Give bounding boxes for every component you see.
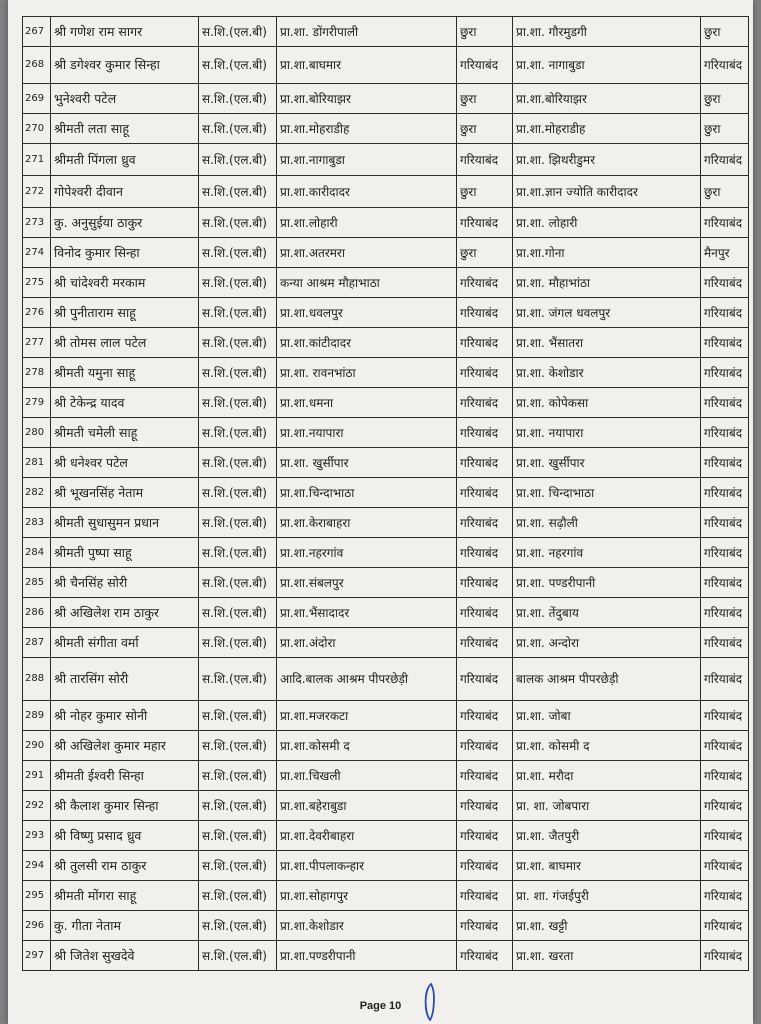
table-row	[23, 598, 749, 628]
teacher-name-cell: श्री गणेश राम सागर	[51, 17, 199, 47]
current-school-cell: प्रा.शा.अंदोरा	[277, 628, 457, 658]
table-row	[23, 658, 749, 701]
new-school-cell: प्रा.शा. खरता	[513, 941, 701, 971]
current-school-cell: प्रा.शा.पण्डरीपानी	[277, 941, 457, 971]
current-block-cell: छुरा	[457, 17, 513, 47]
serial-number-cell: 279	[23, 388, 51, 418]
post-cell: स.शि.(एल.बी)	[199, 358, 277, 388]
current-block-cell: गरियाबंद	[457, 568, 513, 598]
current-block-cell: गरियाबंद	[457, 628, 513, 658]
new-school-cell: प्रा.शा. खुर्सीपार	[513, 448, 701, 478]
teacher-name-cell: श्रीमती मोंगरा साहू	[51, 881, 199, 911]
new-school-cell: प्रा.शा. बाघमार	[513, 851, 701, 881]
post-cell: स.शि.(एल.बी)	[199, 328, 277, 358]
current-block-cell: गरियाबंद	[457, 701, 513, 731]
new-school-cell: प्रा.शा. लोहारी	[513, 208, 701, 238]
new-block-cell: गरियाबंद	[701, 911, 749, 941]
current-school-cell: प्रा.शा.पीपलाकन्हार	[277, 851, 457, 881]
current-school-cell: प्रा.शा.केराबाहरा	[277, 508, 457, 538]
serial-number-cell: 289	[23, 701, 51, 731]
teacher-name-cell: श्रीमती पिंगला ध्रुव	[51, 144, 199, 176]
new-school-cell: प्रा.शा. कोसमी द	[513, 731, 701, 761]
table-row	[23, 238, 749, 268]
new-block-cell: गरियाबंद	[701, 328, 749, 358]
serial-number-cell: 267	[23, 17, 51, 47]
new-school-cell: प्रा.शा. खट्टी	[513, 911, 701, 941]
current-block-cell: गरियाबंद	[457, 418, 513, 448]
current-block-cell: गरियाबंद	[457, 911, 513, 941]
table-row	[23, 941, 749, 971]
page-number: Page 10	[359, 1000, 402, 1012]
new-school-cell: प्रा.शा.गोना	[513, 238, 701, 268]
table-body	[23, 17, 749, 971]
new-block-cell: गरियाबंद	[701, 144, 749, 176]
new-school-cell: प्रा.शा. पण्डरीपानी	[513, 568, 701, 598]
current-block-cell: गरियाबंद	[457, 658, 513, 701]
post-cell: स.शि.(एल.बी)	[199, 851, 277, 881]
post-cell: स.शि.(एल.बी)	[199, 478, 277, 508]
teacher-name-cell: श्री जितेश सुखदेवे	[51, 941, 199, 971]
new-block-cell: गरियाबंद	[701, 791, 749, 821]
serial-number-cell: 273	[23, 208, 51, 238]
current-school-cell: प्रा.शा.लोहारी	[277, 208, 457, 238]
current-block-cell: छुरा	[457, 84, 513, 114]
post-cell: स.शि.(एल.बी)	[199, 268, 277, 298]
teacher-name-cell: भुनेश्वरी पटेल	[51, 84, 199, 114]
current-school-cell: प्रा.शा.नहरगांव	[277, 538, 457, 568]
new-block-cell: गरियाबंद	[701, 701, 749, 731]
table-row	[23, 208, 749, 238]
current-block-cell: गरियाबंद	[457, 388, 513, 418]
current-school-cell: प्रा.शा. रावनभांठा	[277, 358, 457, 388]
teacher-name-cell: श्री नोहर कुमार सोनी	[51, 701, 199, 731]
new-school-cell: प्रा.शा. सढ़ौली	[513, 508, 701, 538]
teacher-name-cell: श्री डगेश्वर कुमार सिन्हा	[51, 47, 199, 84]
current-school-cell: प्रा.शा.बहेराबुडा	[277, 791, 457, 821]
current-block-cell: गरियाबंद	[457, 208, 513, 238]
current-school-cell: प्रा.शा.देवरीबाहरा	[277, 821, 457, 851]
new-block-cell: गरियाबंद	[701, 658, 749, 701]
current-block-cell: गरियाबंद	[457, 508, 513, 538]
serial-number-cell: 291	[23, 761, 51, 791]
new-block-cell: गरियाबंद	[701, 358, 749, 388]
new-school-cell: प्रा.शा. जोबा	[513, 701, 701, 731]
table-row	[23, 508, 749, 538]
serial-number-cell: 288	[23, 658, 51, 701]
post-cell: स.शि.(एल.बी)	[199, 941, 277, 971]
new-block-cell: गरियाबंद	[701, 538, 749, 568]
new-block-cell: गरियाबंद	[701, 47, 749, 84]
new-school-cell: प्रा.शा. नहरगांव	[513, 538, 701, 568]
new-block-cell: छुरा	[701, 114, 749, 144]
post-cell: स.शि.(एल.बी)	[199, 508, 277, 538]
current-block-cell: गरियाबंद	[457, 268, 513, 298]
serial-number-cell: 290	[23, 731, 51, 761]
serial-number-cell: 280	[23, 418, 51, 448]
post-cell: स.शि.(एल.बी)	[199, 238, 277, 268]
current-block-cell: गरियाबंद	[457, 821, 513, 851]
new-school-cell: प्रा.शा. अन्दोरा	[513, 628, 701, 658]
table-row	[23, 478, 749, 508]
teacher-name-cell: श्रीमती ईश्वरी सिन्हा	[51, 761, 199, 791]
new-block-cell: गरियाबंद	[701, 821, 749, 851]
post-cell: स.शि.(एल.बी)	[199, 658, 277, 701]
current-school-cell: आदि.बालक आश्रम पीपरछेड़ी	[277, 658, 457, 701]
new-block-cell: छुरा	[701, 84, 749, 114]
new-block-cell: गरियाबंद	[701, 941, 749, 971]
new-block-cell: गरियाबंद	[701, 568, 749, 598]
serial-number-cell: 268	[23, 47, 51, 84]
table-row	[23, 568, 749, 598]
current-school-cell: प्रा.शा.बाघमार	[277, 47, 457, 84]
teacher-name-cell: श्री भूखनसिंह नेताम	[51, 478, 199, 508]
current-block-cell: गरियाबंद	[457, 328, 513, 358]
serial-number-cell: 277	[23, 328, 51, 358]
current-school-cell: प्रा.शा.मोहराडीह	[277, 114, 457, 144]
current-school-cell: प्रा.शा.कांटीदादर	[277, 328, 457, 358]
teacher-name-cell: श्री तोमस लाल पटेल	[51, 328, 199, 358]
new-school-cell: प्रा.शा. जैतपुरी	[513, 821, 701, 851]
current-block-cell: गरियाबंद	[457, 478, 513, 508]
serial-number-cell: 293	[23, 821, 51, 851]
serial-number-cell: 287	[23, 628, 51, 658]
teacher-name-cell: श्रीमती संगीता वर्मा	[51, 628, 199, 658]
current-school-cell: कन्या आश्रम मौहाभाठा	[277, 268, 457, 298]
current-school-cell: प्रा.शा.सोहागपुर	[277, 881, 457, 911]
new-block-cell: गरियाबंद	[701, 388, 749, 418]
table-row	[23, 84, 749, 114]
current-school-cell: प्रा.शा. खुर्सीपार	[277, 448, 457, 478]
teacher-name-cell: विनोद कुमार सिन्हा	[51, 238, 199, 268]
new-school-cell: प्रा. शा. गंजईपुरी	[513, 881, 701, 911]
table-row	[23, 448, 749, 478]
current-block-cell: गरियाबंद	[457, 538, 513, 568]
new-school-cell: बालक आश्रम पीपरछेड़ी	[513, 658, 701, 701]
new-school-cell: प्रा.शा. चिन्दाभाठा	[513, 478, 701, 508]
teacher-name-cell: श्रीमती चमेली साहू	[51, 418, 199, 448]
current-block-cell: गरियाबंद	[457, 761, 513, 791]
current-school-cell: प्रा.शा.धवलपुर	[277, 298, 457, 328]
serial-number-cell: 281	[23, 448, 51, 478]
post-cell: स.शि.(एल.बी)	[199, 208, 277, 238]
serial-number-cell: 271	[23, 144, 51, 176]
teacher-name-cell: श्रीमती सुधासुमन प्रधान	[51, 508, 199, 538]
new-block-cell: गरियाबंद	[701, 478, 749, 508]
table-row	[23, 17, 749, 47]
serial-number-cell: 272	[23, 176, 51, 208]
post-cell: स.शि.(एल.बी)	[199, 881, 277, 911]
table-row	[23, 701, 749, 731]
serial-number-cell: 292	[23, 791, 51, 821]
post-cell: स.शि.(एल.बी)	[199, 598, 277, 628]
signature-icon	[420, 982, 442, 1022]
teacher-name-cell: श्री अखिलेश राम ठाकुर	[51, 598, 199, 628]
current-block-cell: गरियाबंद	[457, 144, 513, 176]
serial-number-cell: 285	[23, 568, 51, 598]
post-cell: स.शि.(एल.बी)	[199, 821, 277, 851]
serial-number-cell: 274	[23, 238, 51, 268]
teacher-name-cell: श्री तारसिंग सोरी	[51, 658, 199, 701]
post-cell: स.शि.(एल.बी)	[199, 791, 277, 821]
post-cell: स.शि.(एल.बी)	[199, 911, 277, 941]
table-row	[23, 761, 749, 791]
teacher-name-cell: श्री अखिलेश कुमार महार	[51, 731, 199, 761]
new-school-cell: प्रा.शा. केशोडार	[513, 358, 701, 388]
serial-number-cell: 283	[23, 508, 51, 538]
table-row	[23, 298, 749, 328]
table-row	[23, 388, 749, 418]
post-cell: स.शि.(एल.बी)	[199, 448, 277, 478]
current-school-cell: प्रा.शा.बोरियाझर	[277, 84, 457, 114]
page-footer	[8, 994, 753, 1013]
post-cell: स.शि.(एल.बी)	[199, 84, 277, 114]
new-block-cell: गरियाबंद	[701, 298, 749, 328]
post-cell: स.शि.(एल.बी)	[199, 568, 277, 598]
serial-number-cell: 276	[23, 298, 51, 328]
teacher-name-cell: श्री धनेश्वर पटेल	[51, 448, 199, 478]
new-block-cell: गरियाबंद	[701, 268, 749, 298]
current-block-cell: गरियाबंद	[457, 731, 513, 761]
table-row	[23, 821, 749, 851]
current-school-cell: प्रा.शा.नागाबुडा	[277, 144, 457, 176]
table-row	[23, 176, 749, 208]
teacher-name-cell: कु. गीता नेताम	[51, 911, 199, 941]
post-cell: स.शि.(एल.बी)	[199, 538, 277, 568]
new-school-cell: प्रा. शा. जोबपारा	[513, 791, 701, 821]
new-school-cell: प्रा.शा. नागाबुडा	[513, 47, 701, 84]
table-row	[23, 114, 749, 144]
new-block-cell: गरियाबंद	[701, 881, 749, 911]
post-cell: स.शि.(एल.बी)	[199, 761, 277, 791]
current-school-cell: प्रा.शा.धमना	[277, 388, 457, 418]
current-school-cell: प्रा.शा.संबलपुर	[277, 568, 457, 598]
new-school-cell: प्रा.शा. तेंदुबाय	[513, 598, 701, 628]
post-cell: स.शि.(एल.बी)	[199, 418, 277, 448]
table-row	[23, 418, 749, 448]
new-block-cell: मैनपुर	[701, 238, 749, 268]
new-block-cell: गरियाबंद	[701, 508, 749, 538]
table-row	[23, 47, 749, 84]
post-cell: स.शि.(एल.बी)	[199, 731, 277, 761]
new-school-cell: प्रा.शा. गौरमुडगी	[513, 17, 701, 47]
transfer-list-table	[22, 16, 749, 971]
current-school-cell: प्रा.शा.अतरमरा	[277, 238, 457, 268]
current-school-cell: प्रा.शा.चिखली	[277, 761, 457, 791]
serial-number-cell: 275	[23, 268, 51, 298]
new-block-cell: गरियाबंद	[701, 628, 749, 658]
new-block-cell: गरियाबंद	[701, 761, 749, 791]
post-cell: स.शि.(एल.बी)	[199, 388, 277, 418]
current-block-cell: गरियाबंद	[457, 941, 513, 971]
new-school-cell: प्रा.शा. झिथरीडुमर	[513, 144, 701, 176]
table-row	[23, 731, 749, 761]
serial-number-cell: 295	[23, 881, 51, 911]
serial-number-cell: 296	[23, 911, 51, 941]
teacher-name-cell: श्री तुलसी राम ठाकुर	[51, 851, 199, 881]
post-cell: स.शि.(एल.बी)	[199, 47, 277, 84]
new-school-cell: प्रा.शा. कोपेकसा	[513, 388, 701, 418]
teacher-name-cell: श्रीमती यमुना साहू	[51, 358, 199, 388]
table-row	[23, 538, 749, 568]
current-block-cell: गरियाबंद	[457, 791, 513, 821]
current-block-cell: गरियाबंद	[457, 47, 513, 84]
current-school-cell: प्रा.शा.मजरकटा	[277, 701, 457, 731]
teacher-name-cell: श्री विष्णु प्रसाद ध्रुव	[51, 821, 199, 851]
teacher-name-cell: श्रीमती पुष्पा साहू	[51, 538, 199, 568]
current-school-cell: प्रा.शा.केशोडार	[277, 911, 457, 941]
teacher-name-cell: श्री टेकेन्द्र यादव	[51, 388, 199, 418]
serial-number-cell: 270	[23, 114, 51, 144]
current-school-cell: प्रा.शा.नयापारा	[277, 418, 457, 448]
teacher-name-cell: श्री पुनीताराम साहू	[51, 298, 199, 328]
new-school-cell: प्रा.शा.ज्ञान ज्योति कारीदादर	[513, 176, 701, 208]
current-school-cell: प्रा.शा.भैंसादादर	[277, 598, 457, 628]
table-row	[23, 851, 749, 881]
new-school-cell: प्रा.शा.मोहराडीह	[513, 114, 701, 144]
post-cell: स.शि.(एल.बी)	[199, 114, 277, 144]
current-school-cell: प्रा.शा.कोसमी द	[277, 731, 457, 761]
table-row	[23, 911, 749, 941]
new-school-cell: प्रा.शा. नयापारा	[513, 418, 701, 448]
current-block-cell: गरियाबंद	[457, 448, 513, 478]
teacher-name-cell: श्री चैनसिंह सोरी	[51, 568, 199, 598]
new-block-cell: गरियाबंद	[701, 731, 749, 761]
new-block-cell: गरियाबंद	[701, 851, 749, 881]
current-block-cell: छुरा	[457, 176, 513, 208]
current-block-cell: गरियाबंद	[457, 851, 513, 881]
table-row	[23, 268, 749, 298]
new-block-cell: छुरा	[701, 176, 749, 208]
post-cell: स.शि.(एल.बी)	[199, 17, 277, 47]
new-school-cell: प्रा.शा.बोरियाझर	[513, 84, 701, 114]
new-block-cell: छुरा	[701, 17, 749, 47]
teacher-name-cell: श्री चांदेश्वरी मरकाम	[51, 268, 199, 298]
serial-number-cell: 294	[23, 851, 51, 881]
table-row	[23, 791, 749, 821]
new-block-cell: गरियाबंद	[701, 598, 749, 628]
new-school-cell: प्रा.शा. भैंसातरा	[513, 328, 701, 358]
current-block-cell: गरियाबंद	[457, 881, 513, 911]
serial-number-cell: 284	[23, 538, 51, 568]
serial-number-cell: 282	[23, 478, 51, 508]
current-block-cell: गरियाबंद	[457, 358, 513, 388]
table-row	[23, 628, 749, 658]
new-block-cell: गरियाबंद	[701, 208, 749, 238]
serial-number-cell: 286	[23, 598, 51, 628]
teacher-name-cell: श्रीमती लता साहू	[51, 114, 199, 144]
post-cell: स.शि.(एल.बी)	[199, 176, 277, 208]
new-block-cell: गरियाबंद	[701, 448, 749, 478]
current-block-cell: छुरा	[457, 238, 513, 268]
table-row	[23, 144, 749, 176]
new-school-cell: प्रा.शा. मौहाभांठा	[513, 268, 701, 298]
new-school-cell: प्रा.शा. जंगल धवलपुर	[513, 298, 701, 328]
current-block-cell: गरियाबंद	[457, 598, 513, 628]
teacher-name-cell: गोपेश्वरी दीवान	[51, 176, 199, 208]
table-row	[23, 881, 749, 911]
new-school-cell: प्रा.शा. मरौदा	[513, 761, 701, 791]
serial-number-cell: 297	[23, 941, 51, 971]
teacher-name-cell: कु. अनुसुईया ठाकुर	[51, 208, 199, 238]
document-page	[8, 0, 753, 1024]
table-row	[23, 358, 749, 388]
serial-number-cell: 269	[23, 84, 51, 114]
post-cell: स.शि.(एल.बी)	[199, 628, 277, 658]
current-block-cell: छुरा	[457, 114, 513, 144]
teacher-name-cell: श्री कैलाश कुमार सिन्हा	[51, 791, 199, 821]
current-school-cell: प्रा.शा.कारीदादर	[277, 176, 457, 208]
post-cell: स.शि.(एल.बी)	[199, 144, 277, 176]
current-school-cell: प्रा.शा. डोंगरीपाली	[277, 17, 457, 47]
post-cell: स.शि.(एल.बी)	[199, 298, 277, 328]
current-block-cell: गरियाबंद	[457, 298, 513, 328]
new-block-cell: गरियाबंद	[701, 418, 749, 448]
current-school-cell: प्रा.शा.चिन्दाभाठा	[277, 478, 457, 508]
table-row	[23, 328, 749, 358]
serial-number-cell: 278	[23, 358, 51, 388]
post-cell: स.शि.(एल.बी)	[199, 701, 277, 731]
